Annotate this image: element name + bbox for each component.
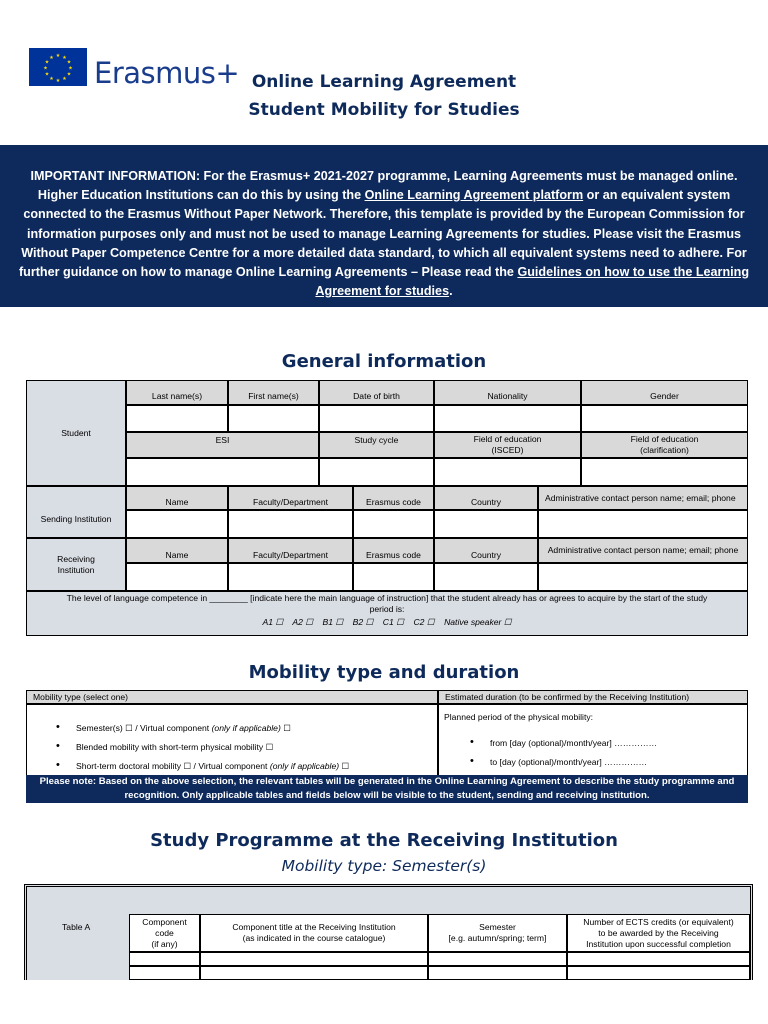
study-cycle-header: Study cycle — [319, 432, 434, 458]
field-of-education-isced-field[interactable] — [434, 458, 581, 486]
esi-header: ESI — [126, 432, 319, 458]
svg-text:★: ★ — [43, 65, 48, 72]
document-title: Online Learning Agreement — [251, 72, 517, 92]
banner-text-part: . — [449, 284, 453, 299]
language-competence-row — [26, 591, 748, 636]
mobility-option-blended[interactable] — [52, 742, 349, 761]
receiving-contact-header: Administrative contact person name; email; phone — [538, 538, 748, 563]
svg-text:★: ★ — [62, 54, 67, 61]
receiving-contact-field[interactable] — [538, 563, 748, 591]
mobility-option-semester[interactable] — [52, 723, 349, 742]
esi-field[interactable] — [126, 458, 319, 486]
semester-cell[interactable] — [428, 952, 567, 966]
sending-faculty-header: Faculty/Department — [228, 486, 353, 510]
component-code-cell[interactable] — [129, 966, 200, 980]
svg-text:★: ★ — [49, 76, 54, 82]
sending-contact-header: Administrative contact person name; email; phone — [538, 486, 748, 510]
planned-period-list — [466, 738, 657, 776]
guidelines-link[interactable]: Guidelines on how to use the Learning Agreement for studies — [315, 265, 750, 299]
option-text: Blended mobility with short-term physical mobility ☐ — [76, 742, 274, 752]
option-checkbox[interactable]: ☐ — [339, 761, 350, 771]
sending-faculty-field[interactable] — [228, 510, 353, 538]
receiving-institution-label: Receiving Institution — [26, 538, 126, 591]
receiving-erasmus-code-header: Erasmus code — [353, 538, 434, 563]
ects-credits-header: Number of ECTS credits (or equivalent) to be awarded by the Receiving Institution upon successful completion — [567, 914, 750, 952]
sending-name-header: Name — [126, 486, 228, 510]
first-name-field[interactable] — [228, 405, 319, 432]
svg-text:★: ★ — [44, 59, 50, 66]
receiving-faculty-field[interactable] — [228, 563, 353, 591]
important-information-banner — [0, 145, 768, 307]
option-text: Semester(s) ☐ / Virtual component — [76, 723, 212, 733]
sending-contact-field[interactable] — [538, 510, 748, 538]
sending-country-header: Country — [434, 486, 538, 510]
field-of-education-clarification-field[interactable] — [581, 458, 748, 486]
table-a-label: Table A — [62, 922, 91, 932]
option-note: (only if applicable) — [211, 723, 281, 733]
svg-text:★: ★ — [55, 78, 61, 84]
student-label: Student — [26, 380, 126, 486]
mobility-note-banner: Please note: Based on the above selection, the relevant tables will be generated in the Online Learning Agreement to describe the study programme and recognition. Only applicable tables and fields below will be visible to the student, sending and receiving institution. — [26, 775, 748, 803]
svg-text:★: ★ — [68, 65, 73, 72]
document-subtitle: Student Mobility for Studies — [248, 100, 520, 120]
planned-period-label: Planned period of the physical mobility: — [444, 712, 594, 722]
svg-text:★: ★ — [66, 59, 72, 66]
receiving-erasmus-code-field[interactable] — [353, 563, 434, 591]
option-text: Short-term doctoral mobility ☐ / Virtual component — [76, 761, 270, 771]
last-name-header: Last name(s) — [126, 380, 228, 405]
component-code-cell[interactable] — [129, 952, 200, 966]
mobility-type-subtitle: Mobility type: Semester(s) — [281, 857, 487, 875]
planned-to-date[interactable]: • to [day (optional)/month/year] …………… — [466, 757, 657, 776]
online-learning-agreement-platform-link[interactable]: Online Learning Agreement platform — [364, 188, 584, 203]
mobility-type-title: Mobility type and duration — [248, 662, 520, 683]
receiving-name-field[interactable] — [126, 563, 228, 591]
ects-credits-cell[interactable] — [567, 966, 750, 980]
sending-erasmus-code-header: Erasmus code — [353, 486, 434, 510]
banner-text — [0, 145, 768, 301]
planned-from-date[interactable]: • from [day (optional)/month/year] …………… — [466, 738, 657, 757]
first-name-header: First name(s) — [228, 380, 319, 405]
general-information-title: General information — [281, 351, 487, 372]
svg-text:★: ★ — [66, 71, 72, 78]
language-competence-text: The level of language competence in ________ [indicate here the main language of instruction] that the student already has or agrees to acquire by the start of the study period is: — [66, 593, 708, 614]
receiving-country-header: Country — [434, 538, 538, 563]
svg-text:★: ★ — [55, 53, 61, 59]
date-of-birth-header: Date of birth — [319, 380, 434, 405]
study-cycle-field[interactable] — [319, 458, 434, 486]
mobility-options-list — [52, 723, 349, 780]
svg-text:★: ★ — [49, 54, 54, 61]
date-of-birth-field[interactable] — [319, 405, 434, 432]
last-name-field[interactable] — [126, 405, 228, 432]
component-code-header: Component code (if any) — [129, 914, 200, 952]
sending-erasmus-code-field[interactable] — [353, 510, 434, 538]
language-level-checkboxes[interactable]: A1 ☐ A2 ☐ B1 ☐ B2 ☐ C1 ☐ C2 ☐ Native speaker ☐ — [262, 617, 512, 627]
sending-name-field[interactable] — [126, 510, 228, 538]
option-checkbox[interactable]: ☐ — [280, 723, 291, 733]
gender-header: Gender — [581, 380, 748, 405]
receiving-country-field[interactable] — [434, 563, 538, 591]
semester-cell[interactable] — [428, 966, 567, 980]
sending-institution-label: Sending Institution — [26, 486, 126, 538]
nationality-field[interactable] — [434, 405, 581, 432]
svg-text:★: ★ — [44, 71, 50, 78]
option-note: (only if applicable) — [269, 761, 340, 771]
erasmus-logo-text: Erasmus+ — [94, 56, 240, 90]
sending-country-field[interactable] — [434, 510, 538, 538]
component-title-cell[interactable] — [200, 952, 428, 966]
field-of-education-clarification-header: Field of education (clarification) — [581, 432, 748, 458]
gender-field[interactable] — [581, 405, 748, 432]
nationality-header: Nationality — [434, 380, 581, 405]
mobility-type-header: Mobility type (select one) — [26, 690, 438, 704]
receiving-faculty-header: Faculty/Department — [228, 538, 353, 563]
ects-credits-cell[interactable] — [567, 952, 750, 966]
receiving-name-header: Name — [126, 538, 228, 563]
study-programme-title: Study Programme at the Receiving Institution — [150, 830, 618, 851]
field-of-education-isced-header: Field of education (ISCED) — [434, 432, 581, 458]
banner-text-part: or an equivalent system connected to the Erasmus Without Paper Network. Therefore, this template is provided by the European Commission for information purposes only and must not be used to manage Learning Agreements for studies. Please visit the Erasmus Without Paper Competence Centre for a more detailed data standard, to which all equivalent systems need to adhere. For further guidance on how to manage Online Learning Agreements – Please read the — [18, 188, 747, 280]
semester-header: Semester [e.g. autumn/spring; term] — [428, 914, 567, 952]
svg-text:★: ★ — [62, 76, 67, 82]
banner-text-part: IMPORTANT INFORMATION: For the Erasmus+ 2021-2027 programme, Learning Agreements must be managed online. Higher Education Institutions can do this by using the — [30, 169, 738, 203]
estimated-duration-header: Estimated duration (to be confirmed by the Receiving Institution) — [438, 690, 748, 704]
component-title-cell[interactable] — [200, 966, 428, 980]
component-title-header: Component title at the Receiving Institution (as indicated in the course catalogue) — [200, 914, 428, 952]
